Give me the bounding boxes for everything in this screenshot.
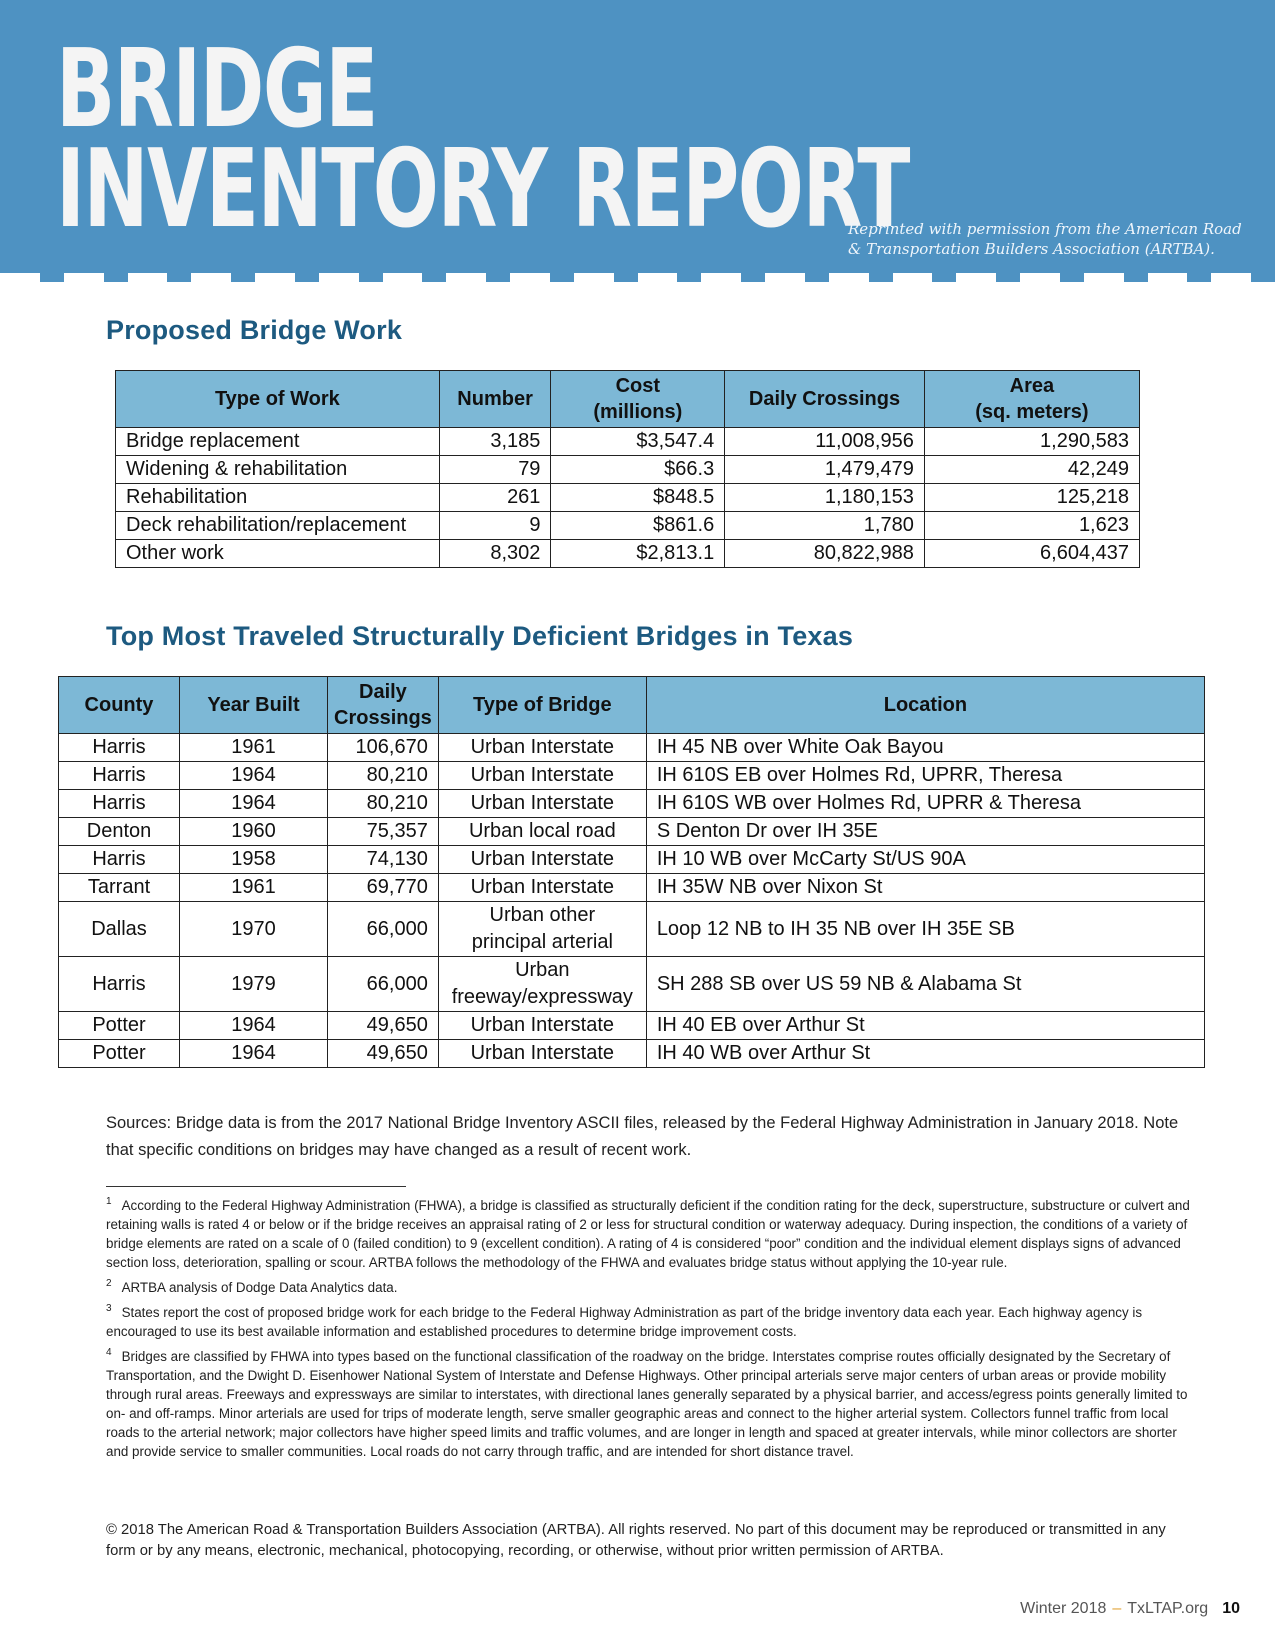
table-row	[116, 540, 1140, 568]
footnote-number: 2	[106, 1278, 112, 1289]
header-county: County	[59, 677, 180, 734]
cell-location: IH 40 EB over Arthur St	[646, 1012, 1204, 1040]
table-row	[59, 734, 1205, 762]
cell-area: 125,218	[924, 484, 1139, 512]
footnote-text: ARTBA analysis of Dodge Data Analytics data.	[121, 1280, 398, 1295]
banner-dash	[255, 273, 295, 282]
cell-year: 1964	[180, 762, 328, 790]
reprint-line-2: & Transportation Builders Association (ARTBA).	[848, 240, 1215, 258]
banner-dash	[829, 273, 869, 282]
cell-location: IH 35W NB over Nixon St	[646, 874, 1204, 902]
cell-location: IH 610S EB over Holmes Rd, UPRR, Theresa	[646, 762, 1204, 790]
cell-number: 3,185	[439, 428, 551, 456]
cell-type: Widening & rehabilitation	[116, 456, 440, 484]
cell-bridge-type: Urban Interstate	[438, 874, 646, 902]
cell-type: Deck rehabilitation/replacement	[116, 512, 440, 540]
cell-cost: $848.5	[551, 484, 725, 512]
title-line-2: INVENTORY REPORT	[56, 127, 910, 252]
banner-dash	[956, 273, 996, 282]
cell-bridge-type: Urban other principal arterial	[438, 902, 646, 957]
banner-dash	[574, 273, 614, 282]
cell-number: 8,302	[439, 540, 551, 568]
cell-crossings: 69,770	[328, 874, 439, 902]
footnotes	[106, 1196, 1196, 1467]
cell-crossings: 1,780	[725, 512, 925, 540]
cell-location: Loop 12 NB to IH 35 NB over IH 35E SB	[646, 902, 1204, 957]
banner-dash	[510, 273, 550, 282]
banner-dash	[191, 273, 231, 282]
footer-site-link[interactable]: TxLTAP.org	[1127, 1600, 1209, 1617]
cell-county: Dallas	[59, 902, 180, 957]
banner-dash	[765, 273, 805, 282]
cell-crossings: 74,130	[328, 846, 439, 874]
footnote-text: Bridges are classified by FHWA into types based on the functional classification of the roadway on the bridge. Interstates comprise routes officially designated by the Secretary of Transportation, and the Dwight D. Eisenhower National System of Interstate and Defense Highways. Other principal arterials serve major centers of urban areas or provide mobility through rural areas. Freeways and expressways are similar to interstates, with directional lanes generally separated by a physical barrier, and access/egress points generally limited to on- and off-ramps. Minor arterials are used for trips of moderate length, serve smaller geographic areas and connect to the higher arterial system. Collectors funnel traffic from local roads to the arterial network; major collectors have higher speed limits and traffic volumes, and are longer in length and spaced at greater intervals, while minor collectors are shorter and provide service to smaller communities. Local roads do not carry through traffic, and are intended for short distance travel.	[106, 1349, 1188, 1459]
deficient-bridges-title: Top Most Traveled Structurally Deficient Bridges in Texas	[106, 621, 854, 651]
footnote-divider	[106, 1186, 406, 1187]
cell-cost: $3,547.4	[551, 428, 725, 456]
banner-dash	[0, 273, 40, 282]
footer-issue: Winter 2018	[1020, 1600, 1107, 1617]
table-row	[59, 957, 1205, 1012]
cell-type: Other work	[116, 540, 440, 568]
table-row	[59, 846, 1205, 874]
cell-location: IH 10 WB over McCarty St/US 90A	[646, 846, 1204, 874]
cell-cost: $2,813.1	[551, 540, 725, 568]
footnote-2	[106, 1278, 1196, 1297]
footnote-text: According to the Federal Highway Administration (FHWA), a bridge is classified as structurally deficient if the condition rating for the deck, superstructure, substructure or culvert and retaining walls is rated 4 or below or if the bridge receives an appraisal rating of 2 or less for structural condition or waterway adequacy. During inspection, the conditions of a variety of bridge elements are rated on a scale of 0 (failed condition) to 9 (excellent condition). A rating of 4 is considered “poor” condition and the individual element displays signs of advanced section loss, deterioration, spalling or scour. ARTBA follows the methodology of the FHWA and evaluates bridge status without applying the 10-year rule.	[106, 1198, 1190, 1270]
cell-crossings: 80,210	[328, 790, 439, 818]
header-location: Location	[646, 677, 1204, 734]
header-type-of-work: Type of Work	[116, 371, 440, 428]
cell-crossings: 1,479,479	[725, 456, 925, 484]
banner-dash	[638, 273, 678, 282]
table-header-row	[116, 371, 1140, 428]
table-row	[59, 818, 1205, 846]
cell-county: Potter	[59, 1012, 180, 1040]
table-row	[116, 484, 1140, 512]
cell-crossings: 66,000	[328, 902, 439, 957]
cell-county: Harris	[59, 734, 180, 762]
footnote-number: 3	[106, 1303, 112, 1314]
cell-county: Harris	[59, 957, 180, 1012]
table-row	[59, 874, 1205, 902]
cell-location: SH 288 SB over US 59 NB & Alabama St	[646, 957, 1204, 1012]
cell-location: S Denton Dr over IH 35E	[646, 818, 1204, 846]
cell-cost: $861.6	[551, 512, 725, 540]
cell-bridge-type: Urban Interstate	[438, 762, 646, 790]
banner-dash	[446, 273, 486, 282]
cell-type: Bridge replacement	[116, 428, 440, 456]
cell-year: 1958	[180, 846, 328, 874]
banner-dash	[1020, 273, 1060, 282]
footnote-number: 4	[106, 1347, 112, 1358]
header-year-built: Year Built	[180, 677, 328, 734]
cell-crossings: 75,357	[328, 818, 439, 846]
cell-bridge-type: Urban freeway/expressway	[438, 957, 646, 1012]
page-number: 10	[1222, 1600, 1240, 1617]
banner-dash	[1148, 273, 1188, 282]
cell-area: 6,604,437	[924, 540, 1139, 568]
banner-dash	[383, 273, 423, 282]
cell-number: 79	[439, 456, 551, 484]
table-row	[59, 902, 1205, 957]
page-footer	[1020, 1600, 1240, 1618]
cell-year: 1970	[180, 902, 328, 957]
cell-area: 42,249	[924, 456, 1139, 484]
copyright-notice: © 2018 The American Road & Transportation Builders Association (ARTBA). All rights reserved. No part of this document may be reproduced or transmitted in any form or by any means, electronic, mechanical, photocopying, recording, or otherwise, without prior written permission of ARTBA.	[106, 1522, 1166, 1559]
banner-dash	[1084, 273, 1124, 282]
footnote-3	[106, 1303, 1196, 1341]
banner-dash	[701, 273, 741, 282]
reprint-note	[848, 219, 1248, 259]
sources-note: Sources: Bridge data is from the 2017 National Bridge Inventory ASCII files, released by the Federal Highway Administration in January 2018. Note that specific conditions on bridges may have changed as a result of recent work.	[106, 1114, 1179, 1159]
header-area: Area (sq. meters)	[924, 371, 1139, 428]
table-row	[59, 762, 1205, 790]
cell-year: 1964	[180, 790, 328, 818]
banner-dash	[128, 273, 168, 282]
proposed-work-table	[115, 370, 1140, 568]
cell-county: Tarrant	[59, 874, 180, 902]
table-row	[59, 790, 1205, 818]
cell-county: Potter	[59, 1040, 180, 1068]
banner-dash	[893, 273, 933, 282]
banner-dash	[64, 273, 104, 282]
cell-year: 1961	[180, 734, 328, 762]
footer-separator: –	[1112, 1600, 1122, 1617]
cell-crossings: 80,822,988	[725, 540, 925, 568]
header-number: Number	[439, 371, 551, 428]
cell-year: 1960	[180, 818, 328, 846]
cell-county: Harris	[59, 846, 180, 874]
cell-county: Denton	[59, 818, 180, 846]
cell-crossings: 1,180,153	[725, 484, 925, 512]
cell-crossings: 106,670	[328, 734, 439, 762]
cell-year: 1961	[180, 874, 328, 902]
cell-crossings: 49,650	[328, 1012, 439, 1040]
banner-dash-border	[0, 273, 1275, 282]
header-cost: Cost (millions)	[551, 371, 725, 428]
cell-area: 1,623	[924, 512, 1139, 540]
cell-number: 9	[439, 512, 551, 540]
proposed-work-title: Proposed Bridge Work	[106, 315, 403, 345]
deficient-bridges-table	[58, 676, 1205, 1068]
cell-location: IH 45 NB over White Oak Bayou	[646, 734, 1204, 762]
footnote-4	[106, 1347, 1196, 1461]
cell-cost: $66.3	[551, 456, 725, 484]
table-row	[59, 1040, 1205, 1068]
footnote-1	[106, 1196, 1196, 1272]
cell-crossings: 49,650	[328, 1040, 439, 1068]
cell-crossings: 66,000	[328, 957, 439, 1012]
reprint-line-1: Reprinted with permission from the American Road	[848, 220, 1242, 238]
cell-location: IH 610S WB over Holmes Rd, UPRR & Theresa	[646, 790, 1204, 818]
header-daily-crossings: Daily Crossings	[725, 371, 925, 428]
cell-bridge-type: Urban Interstate	[438, 790, 646, 818]
cell-area: 1,290,583	[924, 428, 1139, 456]
cell-bridge-type: Urban Interstate	[438, 846, 646, 874]
table-row	[116, 428, 1140, 456]
cell-county: Harris	[59, 790, 180, 818]
header-daily-crossings: Daily Crossings	[328, 677, 439, 734]
cell-county: Harris	[59, 762, 180, 790]
title-line-1: BRIDGE	[56, 27, 377, 152]
cell-year: 1979	[180, 957, 328, 1012]
cell-number: 261	[439, 484, 551, 512]
table-row	[116, 512, 1140, 540]
cell-location: IH 40 WB over Arthur St	[646, 1040, 1204, 1068]
table-row	[116, 456, 1140, 484]
table-header-row	[59, 677, 1205, 734]
banner-dash	[1211, 273, 1251, 282]
cell-crossings: 80,210	[328, 762, 439, 790]
cell-bridge-type: Urban Interstate	[438, 1012, 646, 1040]
header-type-of-bridge: Type of Bridge	[438, 677, 646, 734]
cell-type: Rehabilitation	[116, 484, 440, 512]
cell-bridge-type: Urban local road	[438, 818, 646, 846]
footnote-number: 1	[106, 1196, 112, 1207]
header-banner	[0, 0, 1275, 282]
cell-bridge-type: Urban Interstate	[438, 1040, 646, 1068]
footnote-text: States report the cost of proposed bridge work for each bridge to the Federal Highway Administration as part of the bridge inventory data each year. Each highway agency is encouraged to use its best available information and established procedures to determine bridge improvement costs.	[106, 1305, 1143, 1339]
table-row	[59, 1012, 1205, 1040]
banner-dash	[319, 273, 359, 282]
cell-crossings: 11,008,956	[725, 428, 925, 456]
cell-year: 1964	[180, 1040, 328, 1068]
cell-year: 1964	[180, 1012, 328, 1040]
cell-bridge-type: Urban Interstate	[438, 734, 646, 762]
